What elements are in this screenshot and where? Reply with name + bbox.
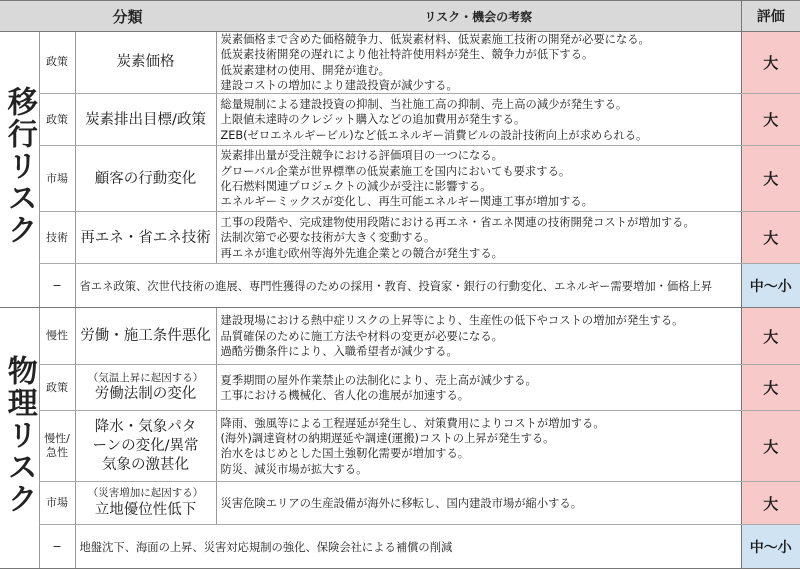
row-category-label: 炭素排出目標/政策: [85, 111, 206, 128]
desc-line: 上限値未達時のクレジット購入などの追加費用が発生する。: [220, 113, 526, 127]
row-category-note: （気温上昇に起因する）: [87, 371, 204, 384]
row-subtype: 慢性/急性: [39, 411, 75, 482]
row-category-label: 労働・施工条件悪化: [80, 328, 211, 345]
group-label-physical: [0, 308, 39, 569]
rating-badge: 中〜小: [741, 525, 800, 569]
desc-line: エネルギーミックスが変化し、再生可能エネルギー関連工事が増加する。: [220, 195, 593, 209]
group-label-text: 移行リスク: [1, 86, 37, 247]
row-description: [216, 308, 741, 365]
desc-line: 総量規制による建設投資の抑制、当社施工高の抑制、売上高の減少が発生する。: [220, 97, 628, 111]
row-category: [75, 482, 216, 525]
desc-line: 化石燃料関連プロジェクトの減少が受注に影響する。: [220, 179, 492, 193]
desc-line: 降雨、強風等による工程遅延が発生し、対策費用によりコストが増加する。: [220, 416, 605, 430]
row-description: [216, 365, 741, 411]
row-subtype: 市場: [39, 482, 75, 525]
rating-badge: 大: [741, 308, 800, 365]
row-category: [75, 212, 216, 264]
row-subtype: 市場: [39, 146, 75, 212]
group-label-transition: [0, 32, 39, 308]
desc-line: ZEB(ゼロエネルギービル)など低エネルギー消費ビルの設計技術向上が求められる。: [220, 128, 648, 142]
row-category: [75, 308, 216, 365]
desc-line: 炭素価格まで含めた価格競争力、低炭素材料、低炭素施工技術の開発が必要になる。: [220, 33, 650, 46]
row-subtype: 政策: [39, 94, 75, 146]
header-risk-opportunity: リスク・機会の考察: [216, 1, 741, 32]
row-subtype: 政策: [39, 32, 75, 94]
desc-line: 再エネが進む欧州等海外先進企業との競合が発生する。: [220, 246, 503, 260]
row-subtype: −: [39, 525, 75, 569]
row-subtype: 政策: [39, 365, 75, 411]
desc-line: 過酷労働条件により、入職希望者が減少する。: [220, 345, 458, 359]
row-description: [216, 212, 741, 264]
row-other-description: 地盤沈下、海面の上昇、災害対応規制の強化、保険会社による補償の削減: [75, 525, 741, 569]
table-row: [0, 411, 800, 482]
rating-badge: 大: [741, 411, 800, 482]
row-category: [75, 94, 216, 146]
table-row-other: [0, 264, 800, 308]
row-other-description: 省エネ政策、次世代技術の進展、専門性獲得のための採用・教育、投資家・銀行の行動変化、エネルギー需要増加・価格上昇: [75, 264, 741, 308]
desc-line: 低炭素技術開発の遅れにより他社特許使用料が発生、競争力が低下する。: [220, 48, 594, 62]
table-row: [0, 94, 800, 146]
desc-line: 法制次第で必要な技術が大きく変動する。: [220, 231, 436, 245]
row-category-label: 立地優位性低下: [94, 501, 197, 518]
rating-badge: 大: [741, 94, 800, 146]
table-row: [0, 212, 800, 264]
row-description: [216, 411, 741, 482]
rating-badge: 大: [741, 365, 800, 411]
row-category-note: （災害増加に起因する）: [87, 487, 204, 500]
row-category: [75, 365, 216, 411]
desc-line: 工事の段階や、完成建物使用段階における再エネ・省エネ関連の技術開発コストが増加する。: [220, 215, 695, 229]
row-category: [75, 32, 216, 94]
rating-badge: 大: [741, 482, 800, 525]
desc-line: 建設コストの増加により建設投資が減少する。: [220, 79, 458, 93]
row-description: [216, 32, 741, 94]
desc-line: 災害危険エリアの生産設備が海外に移転し、国内建設市場が縮小する。: [220, 496, 583, 510]
table-row-other: [0, 525, 800, 569]
group-label-text: 物理リスク: [1, 354, 37, 515]
header-category: 分類: [39, 1, 216, 32]
row-category-label: 降水・気象パターンの変化/異常気象の激甚化: [92, 419, 199, 473]
row-category: [75, 146, 216, 212]
desc-line: 夏季期間の屋外作業禁止の法制化により、売上高が減少する。: [220, 373, 537, 387]
row-category-label: 再エネ・省エネ技術: [80, 229, 211, 246]
desc-line: 工事における機械化、省人化の進展が加速する。: [220, 388, 470, 402]
desc-line: 品質確保のために施工方法や材料の変更が必要になる。: [220, 329, 503, 343]
rating-badge: 大: [741, 32, 800, 94]
table-row: [0, 308, 800, 365]
row-category-label: 炭素価格: [116, 54, 175, 71]
row-category-label: 顧客の行動変化: [94, 170, 197, 187]
desc-line: (海外)調達資材の納期遅延や調達(運搬)コストの上昇が発生する。: [220, 432, 555, 446]
header-rating: 評価: [741, 1, 800, 32]
table-header-row: [0, 1, 800, 32]
rating-badge: 大: [741, 146, 800, 212]
rating-badge: 中〜小: [741, 264, 800, 308]
table-row: [0, 365, 800, 411]
row-category-label: 労働法制の変化: [94, 386, 197, 403]
rating-badge: 大: [741, 212, 800, 264]
desc-line: 低炭素建材の使用、開発が進む。: [220, 63, 390, 77]
table-row: [0, 482, 800, 525]
row-subtype: −: [39, 264, 75, 308]
row-description: [216, 94, 741, 146]
table-row: [0, 146, 800, 212]
row-subtype: 技術: [39, 212, 75, 264]
desc-line: 建設現場における熱中症リスクの上昇等により、生産性の低下やコストの増加が発生する。: [220, 314, 684, 328]
desc-line: 治水をはじめとした国土強靭化需要が増加する。: [220, 447, 470, 461]
row-description: [216, 482, 741, 525]
row-subtype: 慢性: [39, 308, 75, 365]
header-blank: [0, 1, 39, 32]
row-category: [75, 411, 216, 482]
desc-line: グローバル企業が世界標準の低炭素施工を国内においても要求する。: [220, 164, 571, 178]
desc-line: 炭素排出量が受注競争における評価項目の一つになる。: [220, 149, 503, 163]
desc-line: 防災、減災市場が拡大する。: [220, 462, 368, 476]
table-row: [0, 32, 800, 94]
row-description: [216, 146, 741, 212]
